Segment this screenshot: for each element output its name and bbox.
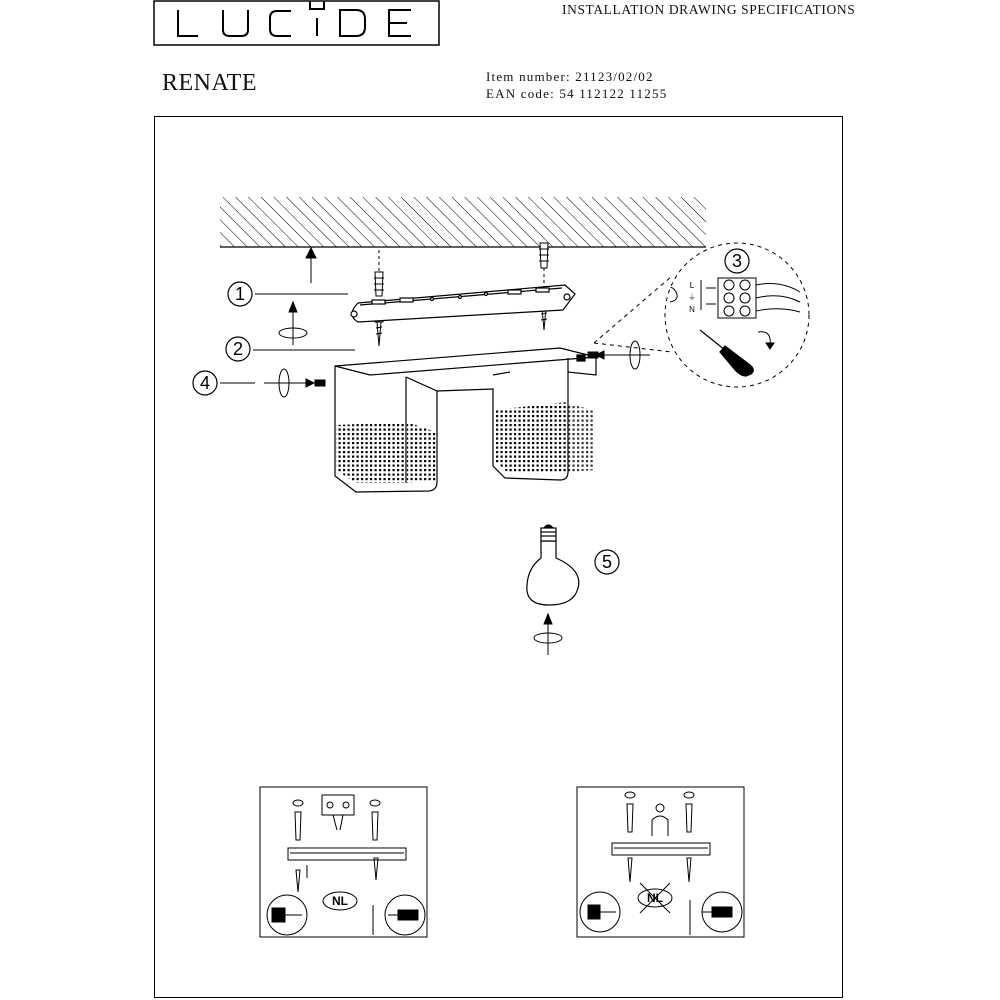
light-bulb: [527, 525, 579, 605]
mounting-bracket: [351, 285, 575, 322]
side-screw-right-icon: [588, 341, 650, 369]
side-screw-left-icon: [264, 369, 325, 397]
detail-lines: [594, 276, 672, 352]
nl-badge-right: NL: [647, 891, 663, 905]
mounting-panel-left: [260, 787, 427, 937]
product-name: RENATE: [162, 70, 257, 96]
nl-badge-left: NL: [332, 894, 348, 908]
luminaire-body: [335, 348, 596, 492]
wall-plug-right: [539, 243, 549, 268]
step-2-callout: [226, 337, 355, 361]
step-3-number: 3: [731, 251, 743, 271]
document-title: INSTALLATION DRAWING SPECIFICATIONS: [562, 2, 856, 17]
svg-text:5: 5: [601, 552, 613, 572]
wire-label-n: N: [689, 305, 695, 314]
ean-code: EAN code: 54 112122 11255: [486, 86, 668, 101]
rotate-arrow-icon: [279, 302, 307, 345]
bulb-rotate-icon: [534, 614, 562, 655]
wire-label-l: L: [689, 281, 695, 290]
wall-plug-left: [374, 272, 384, 296]
item-number: Item number: 21123/02/02: [486, 69, 654, 84]
svg-text:4: 4: [199, 373, 211, 393]
step-1-callout: [228, 282, 348, 306]
step-4-callout: [193, 371, 255, 395]
svg-text:⏚: ⏚: [688, 293, 696, 302]
ceiling: [220, 197, 706, 247]
mounting-panel-right: [577, 787, 744, 937]
step-5-callout: [595, 550, 619, 574]
wiring-detail: [664, 243, 809, 387]
svg-text:2: 2: [232, 339, 244, 359]
up-arrow-icon: [306, 248, 316, 283]
svg-text:1: 1: [234, 284, 246, 304]
screw-left: [375, 318, 383, 346]
